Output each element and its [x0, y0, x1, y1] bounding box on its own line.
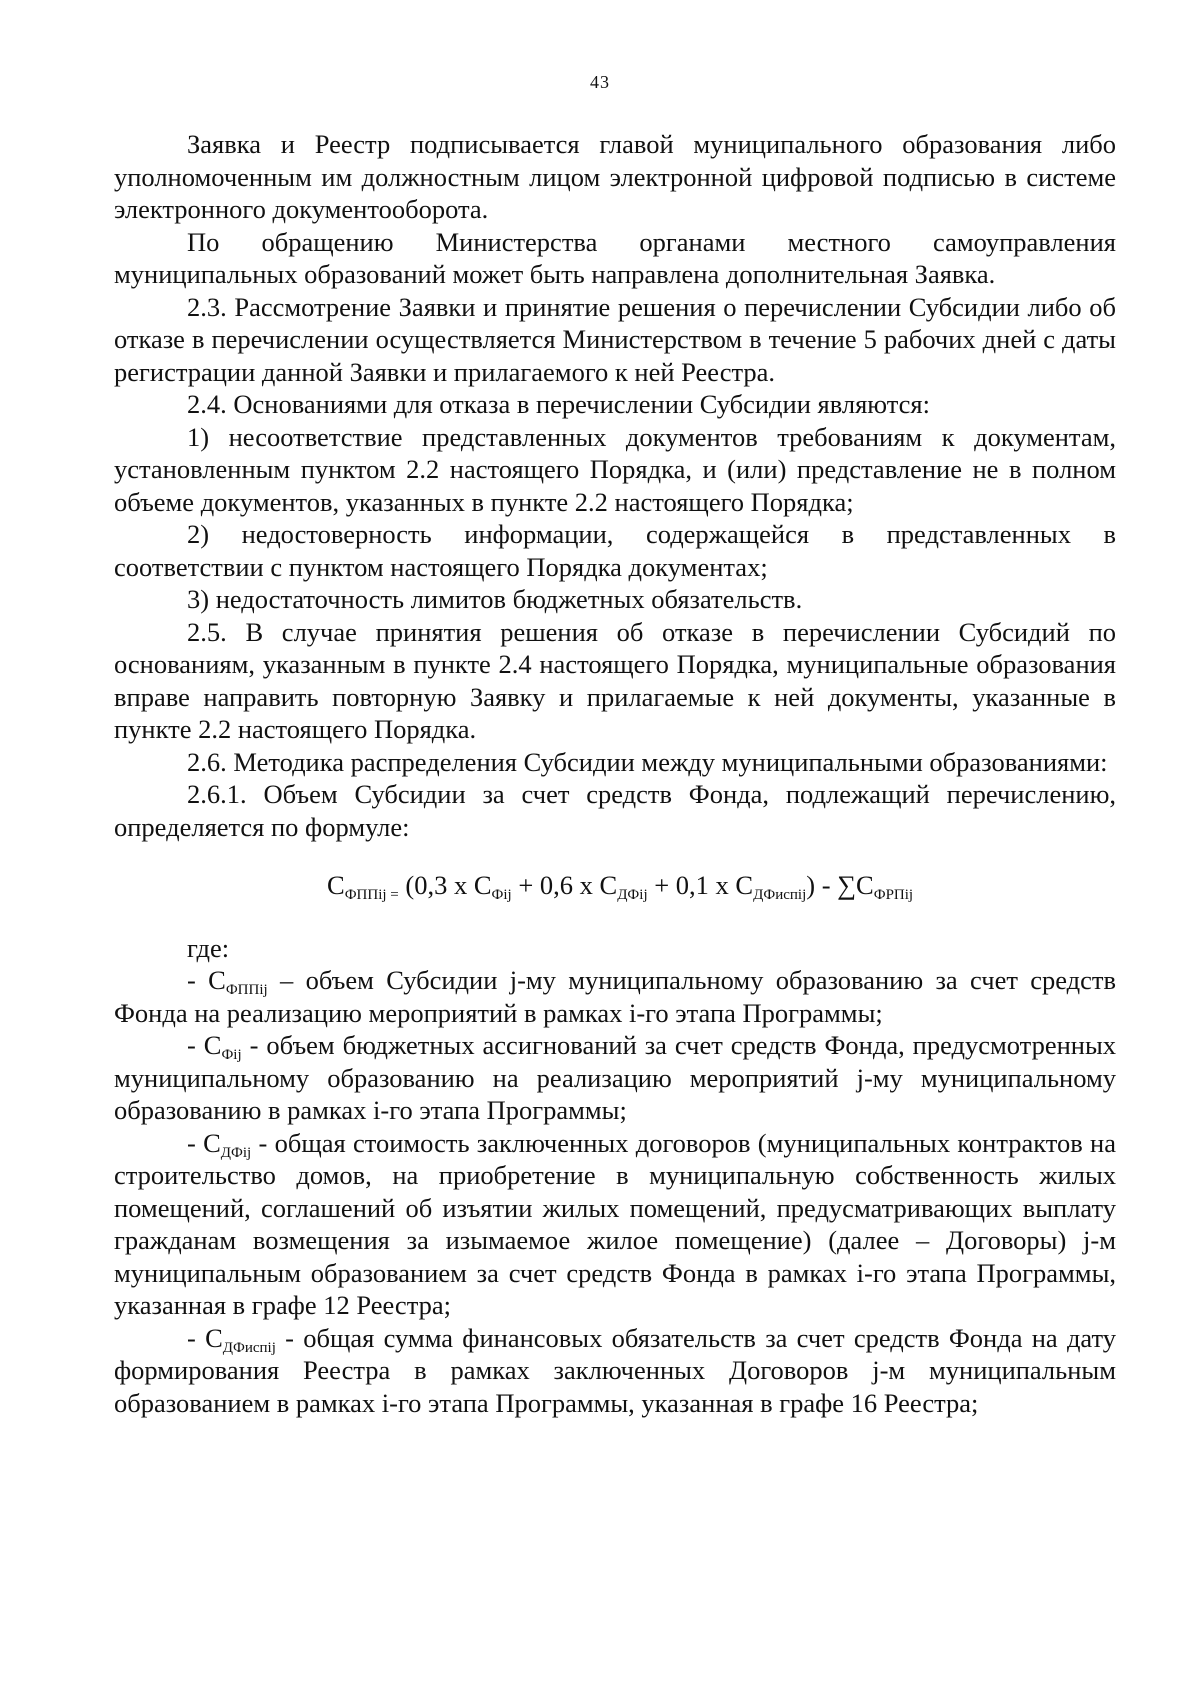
definition-sfpp	[114, 964, 1116, 1029]
formula-sub-1: Фij	[491, 887, 512, 903]
definition-sdfisp-text: - общая сумма финансовых обязательств за счет средств Фонда на дату формирования Реестра в рамках заключенных Договоров j-м муниципальным образованием в рамках i-го этапа Программы, указанная в графе 16 Реестра;	[114, 1322, 1116, 1418]
paragraph-2-5: 2.5. В случае принятия решения об отказе в перечислении Субсидий по основаниям, указанным в пункте 2.4 настоящего Порядка, муниципальные образования вправе направить повторную Заявку и прилагаемые к ней документы, указанные в пункте 2.2 настоящего Порядка.	[114, 616, 1116, 744]
formula-sub-4: ФРПij	[873, 887, 914, 903]
document-body	[114, 128, 1116, 1419]
definition-sfpp-prefix: - С	[187, 965, 226, 995]
paragraph-2-4-item-1: 1) несоответствие представленных документов требованиям к документам, установленным пунктом 2.2 настоящего Порядка, и (или) представление не в полном объеме документов, указанных в пункте 2.2 настоящего Порядка;	[114, 421, 1116, 517]
page-number: 43	[590, 72, 610, 92]
formula-part-3: + 0,1 х С	[647, 870, 754, 900]
definition-sdf-text: - общая стоимость заключенных договоров (муниципальных контрактов на строительство домов, на приобретение в муниципальную собственность жилых помещений, соглашений об изъятии жилых помещений, предусматривающих выплату гражданам возмещения за изымаемое жилое помещение) (далее – Договоры) j-м муниципальным образованием за счет средств Фонда в рамках i-го этапа Программы, указанная в графе 12 Реестра;	[114, 1127, 1117, 1320]
definition-sfpp-text: – объем Субсидии j-му муниципальному образованию за счет средств Фонда на реализацию мероприятий в рамках i-го этапа Программы;	[114, 965, 1117, 1028]
formula-lhs-sub: ФППij =	[344, 887, 399, 903]
definition-sdf	[114, 1127, 1116, 1322]
paragraph-2-3: 2.3. Рассмотрение Заявки и принятие решения о перечислении Субсидии либо об отказе в перечислении осуществляется Министерством в течение 5 рабочих дней с даты регистрации данной Заявки и прилагаемого к ней Реестра.	[114, 291, 1116, 387]
paragraph-additional-request: По обращению Министерства органами местного самоуправления муниципальных образований может быть направлена дополнительная Заявка.	[114, 226, 1116, 289]
formula-sub-3: ДФиспij	[753, 887, 807, 903]
definition-sdf-sub: ДФij	[220, 1144, 252, 1161]
definition-sdfisp-prefix: - С	[187, 1322, 223, 1353]
definition-sdfisp	[114, 1322, 1116, 1420]
definition-sfpp-sub: ФППij	[225, 982, 268, 998]
formula-sub-2: ДФij	[617, 887, 648, 903]
formula-part-1: (0,3 х С	[398, 870, 492, 900]
formula-lhs: С	[327, 870, 345, 900]
definition-sdfisp-sub: ДФиспij	[222, 1339, 276, 1356]
definition-sf-prefix: - С	[187, 1030, 222, 1060]
paragraph-2-4: 2.4. Основаниями для отказа в перечислении Субсидии являются:	[187, 389, 930, 419]
definition-sf	[114, 1029, 1116, 1127]
paragraph-2-4-item-3: 3) недостаточность лимитов бюджетных обязательств.	[187, 584, 803, 614]
subsidy-formula	[114, 869, 1116, 902]
where-label: где:	[187, 932, 230, 963]
formula-part-2: + 0,6 х С	[511, 870, 618, 900]
definition-sf-sub: Фij	[221, 1047, 242, 1063]
paragraph-2-6: 2.6. Методика распределения Субсидии между муниципальными образованиями:	[187, 746, 1108, 777]
formula-part-4: ) - ∑С	[806, 870, 874, 900]
definition-sdf-prefix: - С	[187, 1127, 221, 1158]
paragraph-signature: Заявка и Реестр подписывается главой муниципального образования либо уполномоченным им должностным лицом электронной цифровой подписью в системе электронного документооборота.	[114, 129, 1116, 224]
paragraph-2-4-item-2: 2) недостоверность информации, содержащейся в представленных в соответствии с пунктом настоящего Порядка документах;	[114, 519, 1116, 582]
definition-sf-text: - объем бюджетных ассигнований за счет средств Фонда, предусмотренных муниципальному образованию на реализацию мероприятий j-му муниципальному образованию в рамках i-го этапа Программы;	[114, 1030, 1116, 1125]
paragraph-2-6-1: 2.6.1. Объем Субсидии за счет средств Фонда, подлежащий перечислению, определяется по формуле:	[114, 779, 1116, 842]
